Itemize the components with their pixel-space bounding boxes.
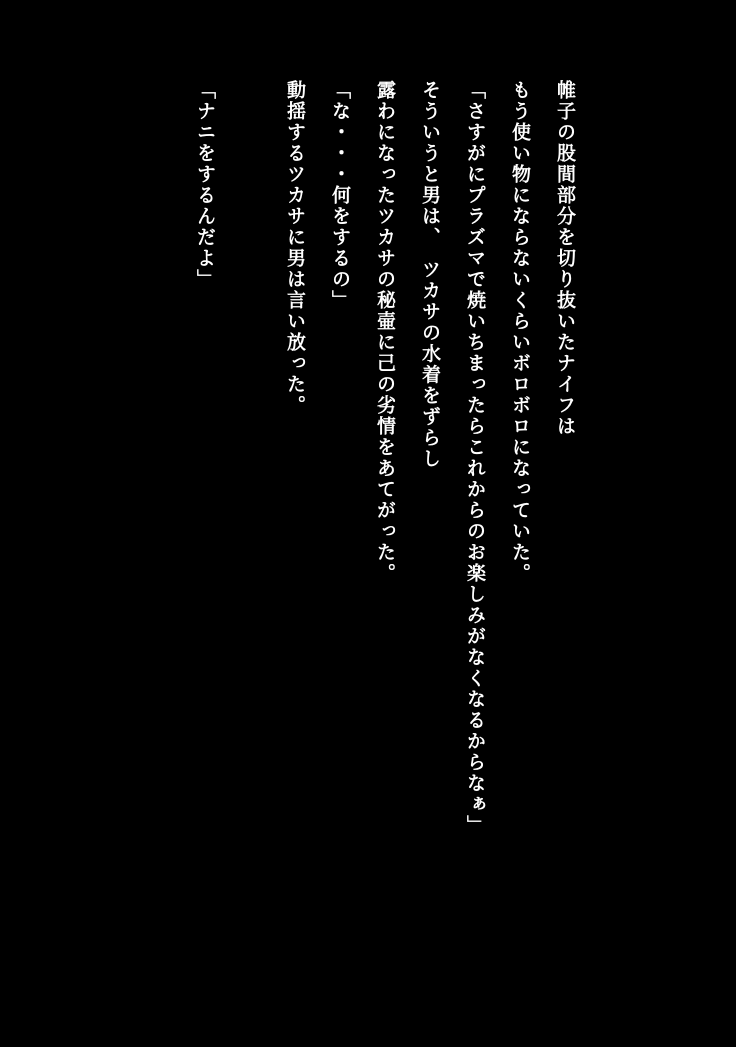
text-line-1: 帷子の股間部分を切り抜いたナイフは (554, 80, 576, 437)
text-line-5: 露わになったツカサの秘壷に己の劣情をあてがった。 (374, 80, 396, 584)
text-line-6: 「な・・・何をするの」 (329, 80, 351, 311)
text-line-2: もう使い物にならないくらいボロボロになっていた。 (509, 80, 531, 584)
text-line-7: 動揺するツカサに男は言い放った。 (284, 80, 306, 416)
text-line-8: 「ナニをするんだよ」 (194, 80, 216, 290)
text-line-3: 「さすがにプラズマで焼いちまったらこれからのお楽しみがなくなるからなぁ」 (464, 80, 486, 836)
text-line-4: そういうと男は、 ツカサの水着をずらし (419, 80, 441, 470)
